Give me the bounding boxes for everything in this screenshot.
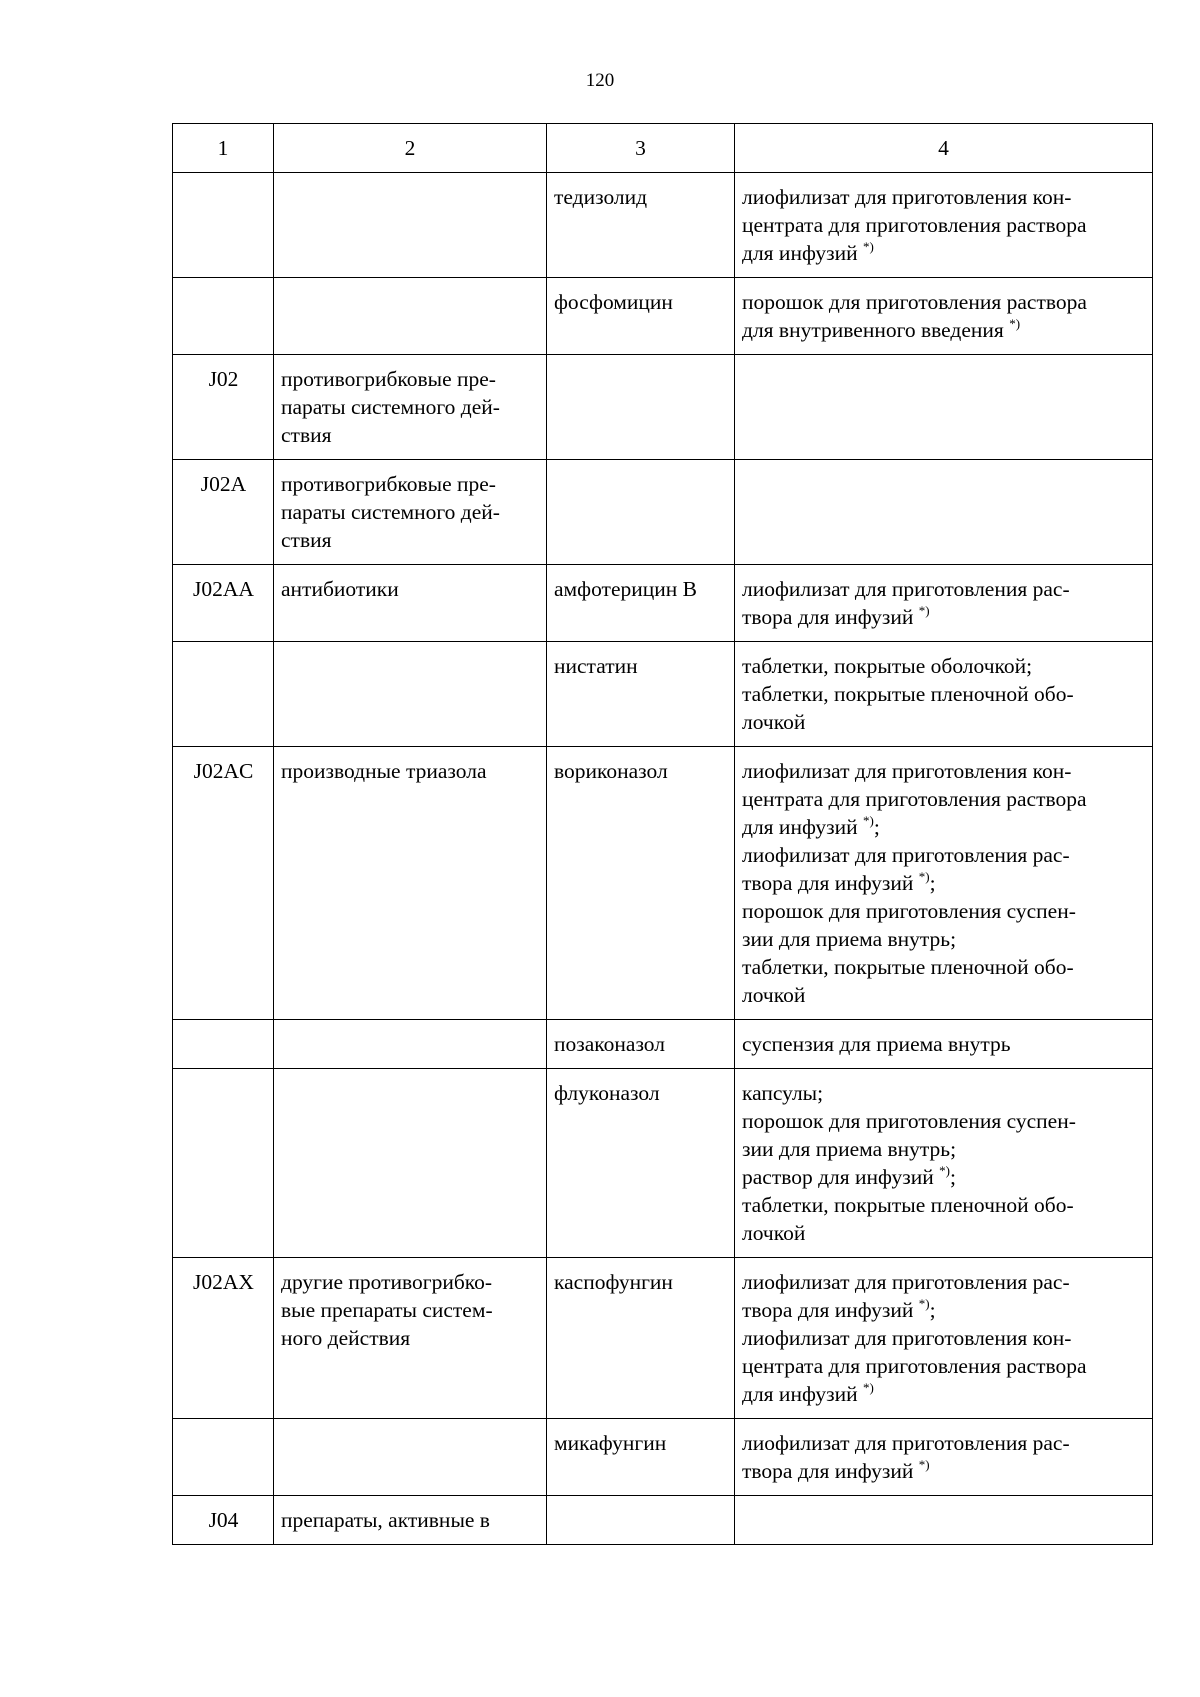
dosage-form-punctuation: ;	[873, 815, 880, 839]
drug-name-cell: амфотерицин В	[547, 565, 735, 642]
dosage-forms-cell	[735, 1419, 1153, 1496]
dosage-form-line	[742, 785, 1146, 813]
dosage-form-punctuation: ;	[929, 871, 936, 895]
header-col-1: 1	[173, 124, 274, 173]
dosage-form-line	[742, 1219, 1146, 1247]
dosage-form-line	[742, 1107, 1146, 1135]
dosage-form-punctuation: ;	[949, 1165, 956, 1189]
footnote-marker: *)	[918, 1296, 930, 1311]
atc-code-cell: J02AA	[173, 565, 274, 642]
dosage-form-line	[742, 288, 1146, 316]
dosage-form-text: центрата для приготовления раствора	[742, 213, 1087, 237]
dosage-forms-cell	[735, 460, 1153, 565]
dosage-form-line	[742, 1135, 1146, 1163]
dosage-form-text: лиофилизат для приготовления кон-	[742, 759, 1072, 783]
dosage-form-text: твора для инфузий	[742, 1298, 919, 1322]
dosage-form-text: лиофилизат для приготовления рас-	[742, 843, 1070, 867]
dosage-form-line	[742, 1429, 1146, 1457]
header-col-2: 2	[274, 124, 547, 173]
drug-name-cell: тедизолид	[547, 173, 735, 278]
dosage-forms-cell	[735, 1496, 1153, 1545]
dosage-form-line	[742, 925, 1146, 953]
drug-name-cell	[547, 460, 735, 565]
table-row	[173, 565, 1153, 642]
dosage-forms-cell	[735, 1020, 1153, 1069]
group-name-cell: антибиотики	[274, 565, 547, 642]
dosage-form-line	[742, 813, 1146, 841]
dosage-form-line	[742, 1324, 1146, 1352]
table-header-row	[173, 124, 1153, 173]
dosage-form-text: порошок для приготовления раствора	[742, 290, 1087, 314]
atc-code-cell: J02A	[173, 460, 274, 565]
dosage-form-line	[742, 708, 1146, 736]
table-row	[173, 747, 1153, 1020]
group-name-cell	[274, 1020, 547, 1069]
dosage-form-text: твора для инфузий	[742, 1459, 919, 1483]
table-row	[173, 460, 1153, 565]
dosage-form-text: таблетки, покрытые пленочной обо-	[742, 682, 1074, 706]
dosage-forms-cell	[735, 173, 1153, 278]
table-row	[173, 1069, 1153, 1258]
dosage-form-text: для инфузий	[742, 815, 863, 839]
group-name-cell: другие противогрибко- вые препараты систем- ного действия	[274, 1258, 547, 1419]
footnote-marker: *)	[939, 1163, 950, 1178]
dosage-form-line	[742, 183, 1146, 211]
dosage-form-line	[742, 1191, 1146, 1219]
dosage-form-text: лиофилизат для приготовления кон-	[742, 1326, 1072, 1350]
dosage-form-line	[742, 1268, 1146, 1296]
dosage-form-line	[742, 1030, 1146, 1058]
atc-code-cell	[173, 173, 274, 278]
dosage-form-line	[742, 897, 1146, 925]
dosage-form-line	[742, 680, 1146, 708]
dosage-form-punctuation: ;	[929, 1298, 936, 1322]
group-name-cell	[274, 1069, 547, 1258]
drug-name-cell: нистатин	[547, 642, 735, 747]
dosage-form-text: лочкой	[742, 1221, 806, 1245]
footnote-marker: *)	[918, 869, 930, 884]
dosage-form-text: для инфузий	[742, 241, 863, 265]
dosage-form-line	[742, 575, 1146, 603]
dosage-form-text: лиофилизат для приготовления кон-	[742, 185, 1072, 209]
dosage-form-text: зии для приема внутрь;	[742, 1137, 957, 1161]
table-row	[173, 355, 1153, 460]
atc-code-cell	[173, 1069, 274, 1258]
dosage-form-line	[742, 652, 1146, 680]
dosage-form-text: центрата для приготовления раствора	[742, 1354, 1087, 1378]
dosage-form-text: таблетки, покрытые пленочной обо-	[742, 955, 1074, 979]
header-col-4: 4	[735, 124, 1153, 173]
dosage-form-text: лиофилизат для приготовления рас-	[742, 577, 1070, 601]
dosage-forms-cell	[735, 747, 1153, 1020]
dosage-form-line	[742, 239, 1146, 267]
dosage-form-line	[742, 981, 1146, 1009]
dosage-forms-cell	[735, 642, 1153, 747]
dosage-form-text: лиофилизат для приготовления рас-	[742, 1431, 1070, 1455]
dosage-form-text: твора для инфузий	[742, 871, 919, 895]
footnote-marker: *)	[918, 1457, 930, 1472]
drug-name-cell: вориконазол	[547, 747, 735, 1020]
dosage-form-line	[742, 1079, 1146, 1107]
dosage-form-line	[742, 1457, 1146, 1485]
group-name-cell	[274, 1419, 547, 1496]
drug-name-cell	[547, 1496, 735, 1545]
footnote-marker: *)	[918, 603, 930, 618]
atc-code-cell	[173, 278, 274, 355]
dosage-form-text: для внутривенного введения	[742, 318, 1010, 342]
atc-code-cell: J02AC	[173, 747, 274, 1020]
drug-name-cell: позаконазол	[547, 1020, 735, 1069]
header-col-3: 3	[547, 124, 735, 173]
dosage-form-text: порошок для приготовления суспен-	[742, 1109, 1076, 1133]
dosage-forms-cell	[735, 565, 1153, 642]
group-name-cell	[274, 173, 547, 278]
table-row	[173, 1258, 1153, 1419]
atc-code-cell	[173, 1020, 274, 1069]
dosage-form-text: лиофилизат для приготовления рас-	[742, 1270, 1070, 1294]
drug-table	[172, 123, 1153, 1545]
table-body	[173, 173, 1153, 1545]
group-name-cell: противогрибковые пре- параты системного дей- ствия	[274, 460, 547, 565]
table-row	[173, 278, 1153, 355]
dosage-form-line	[742, 841, 1146, 869]
atc-code-cell: J02	[173, 355, 274, 460]
dosage-forms-cell	[735, 355, 1153, 460]
dosage-form-line	[742, 757, 1146, 785]
drug-name-cell	[547, 355, 735, 460]
footnote-marker: *)	[1009, 316, 1021, 331]
drug-name-cell: фосфомицин	[547, 278, 735, 355]
group-name-cell: противогрибковые пре- параты системного дей- ствия	[274, 355, 547, 460]
group-name-cell	[274, 278, 547, 355]
dosage-form-line	[742, 211, 1146, 239]
dosage-form-text: лочкой	[742, 983, 806, 1007]
table-row	[173, 173, 1153, 278]
dosage-form-line	[742, 869, 1146, 897]
dosage-forms-cell	[735, 1258, 1153, 1419]
table-row	[173, 1020, 1153, 1069]
dosage-forms-cell	[735, 278, 1153, 355]
group-name-cell: препараты, активные в	[274, 1496, 547, 1545]
dosage-form-text: для инфузий	[742, 1382, 863, 1406]
dosage-form-text: таблетки, покрытые оболочкой;	[742, 654, 1033, 678]
footnote-marker: *)	[862, 239, 874, 254]
dosage-form-text: суспензия для приема внутрь	[742, 1032, 1011, 1056]
dosage-form-line	[742, 316, 1146, 344]
atc-code-cell	[173, 642, 274, 747]
dosage-form-text: капсулы;	[742, 1081, 824, 1105]
dosage-form-line	[742, 603, 1146, 631]
group-name-cell: производные триазола	[274, 747, 547, 1020]
dosage-form-text: твора для инфузий	[742, 605, 919, 629]
page-number: 120	[585, 70, 615, 91]
dosage-form-line	[742, 1163, 1146, 1191]
drug-name-cell: флуконазол	[547, 1069, 735, 1258]
dosage-form-text: таблетки, покрытые пленочной обо-	[742, 1193, 1074, 1217]
dosage-form-text: зии для приема внутрь;	[742, 927, 957, 951]
footnote-marker: *)	[862, 1380, 874, 1395]
atc-code-cell: J04	[173, 1496, 274, 1545]
table-row	[173, 1496, 1153, 1545]
table-row	[173, 1419, 1153, 1496]
dosage-form-text: раствор для инфузий	[742, 1165, 940, 1189]
dosage-form-line	[742, 1380, 1146, 1408]
dosage-form-line	[742, 1296, 1146, 1324]
dosage-forms-cell	[735, 1069, 1153, 1258]
dosage-form-text: центрата для приготовления раствора	[742, 787, 1087, 811]
drug-name-cell: микафунгин	[547, 1419, 735, 1496]
group-name-cell	[274, 642, 547, 747]
footnote-marker: *)	[862, 813, 874, 828]
dosage-form-line	[742, 1352, 1146, 1380]
table-row	[173, 642, 1153, 747]
drug-name-cell: каспофунгин	[547, 1258, 735, 1419]
dosage-form-text: порошок для приготовления суспен-	[742, 899, 1076, 923]
dosage-form-text: лочкой	[742, 710, 806, 734]
atc-code-cell	[173, 1419, 274, 1496]
dosage-form-line	[742, 953, 1146, 981]
atc-code-cell: J02AX	[173, 1258, 274, 1419]
